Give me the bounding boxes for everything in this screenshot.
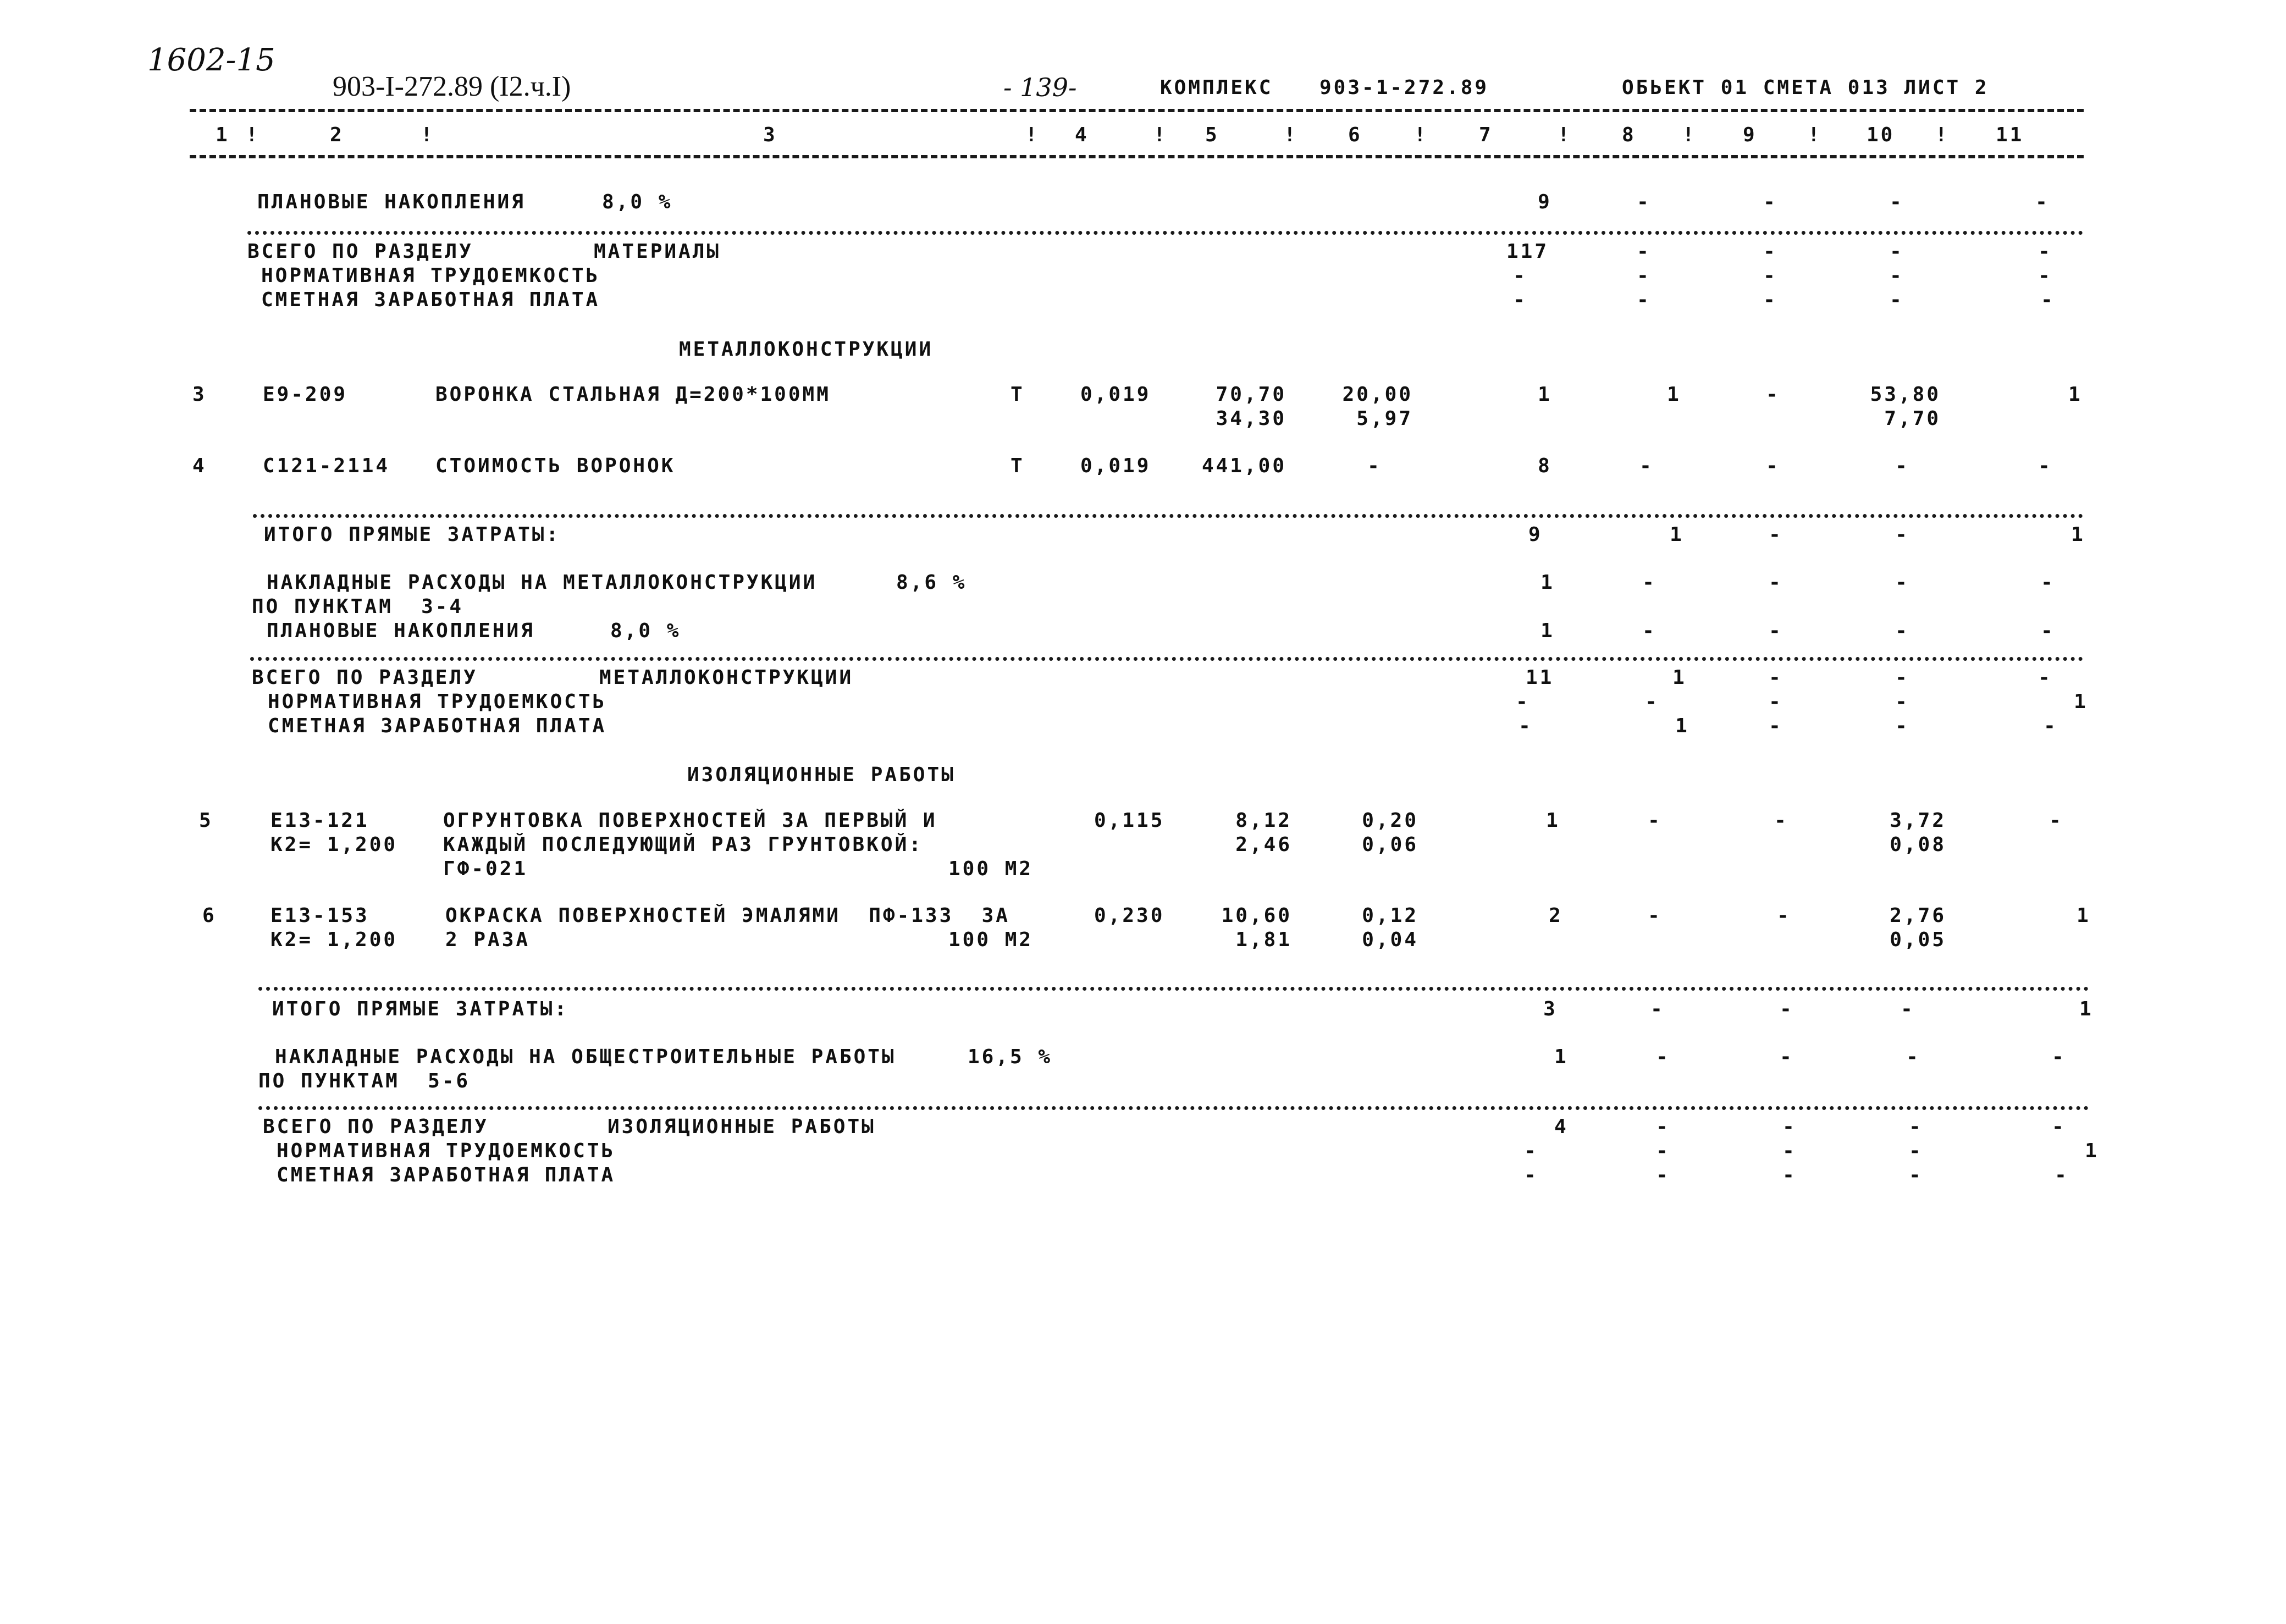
value-c11: -: [2038, 264, 2052, 287]
item-c5-total: 70,70: [1216, 383, 1286, 406]
item-unit: Т: [1011, 383, 1025, 406]
value-c9: -: [1782, 1164, 1797, 1186]
value-c8: 1: [1675, 715, 1689, 737]
item-number: 5: [199, 809, 213, 832]
item-coefficient: К2= 1,200: [270, 929, 398, 951]
value-c8: -: [1645, 691, 1659, 713]
value-c9: -: [1763, 289, 1777, 311]
value-c8: -: [1656, 1115, 1670, 1138]
item-unit: Т: [1011, 455, 1025, 477]
value-c11: -: [2052, 1115, 2066, 1138]
item-number: 6: [202, 904, 217, 927]
item-c6-total: 20,00: [1342, 383, 1413, 406]
value-c8: -: [1642, 571, 1656, 594]
section-total-label: ВСЕГО ПО РАЗДЕЛУ: [263, 1115, 489, 1138]
value-c10: -: [1890, 240, 1904, 263]
item-c6-total: 0,12: [1362, 904, 1418, 927]
value-c11: -: [2038, 666, 2052, 689]
item-c10-total: -: [1895, 455, 1909, 477]
value-c11: -: [2035, 191, 2050, 213]
value-c8: -: [1650, 998, 1665, 1020]
col-separator: !: [246, 124, 260, 146]
item-c6-total: 0,20: [1362, 809, 1418, 832]
dotted-rule: [253, 514, 2084, 518]
col-number: 9: [1743, 124, 1757, 146]
dotted-rule: [250, 657, 2084, 661]
value-c7: -: [1524, 1164, 1538, 1186]
value-c9: -: [1774, 809, 1788, 832]
value-c11: -: [2041, 620, 2055, 642]
value-c9: -: [1777, 904, 1791, 927]
estimated-wage-label: СМЕТНАЯ ЗАРАБОТНАЯ ПЛАТА: [277, 1164, 616, 1186]
estimated-wage-label: СМЕТНАЯ ЗАРАБОТНАЯ ПЛАТА: [261, 289, 600, 311]
col-number: 7: [1479, 124, 1493, 146]
item-coefficient: К2= 1,200: [270, 833, 398, 856]
handwritten-sheet-number: 1602-15: [147, 42, 275, 78]
value-c7: -: [1524, 1140, 1538, 1162]
value-c9: -: [1763, 191, 1777, 213]
col-number: 1: [216, 124, 230, 146]
col-separator: !: [1682, 124, 1697, 146]
value-c7: 1: [1540, 571, 1555, 594]
section-total-name: МАТЕРИАЛЫ: [594, 240, 721, 263]
item-c10-total: 53,80: [1870, 383, 1941, 406]
section-title: ИЗОЛЯЦИОННЫЕ РАБОТЫ: [687, 764, 956, 786]
value-c7: 9: [1528, 523, 1543, 546]
item-quantity: 0,019: [1080, 455, 1151, 477]
value-c11: 1: [2077, 904, 2091, 927]
item-unit: 100 М2: [948, 929, 1034, 951]
item-quantity: 0,019: [1080, 383, 1151, 406]
col-separator: !: [421, 124, 435, 146]
value-c9: -: [1769, 691, 1783, 713]
value-c8: -: [1656, 1140, 1670, 1162]
col-separator: !: [1558, 124, 1572, 146]
item-c10-wage: 0,05: [1890, 929, 1946, 951]
item-name: ОГРУНТОВКА ПОВЕРХНОСТЕЙ ЗА ПЕРВЫЙ И: [443, 809, 937, 832]
item-code: Е9-209: [263, 383, 348, 406]
value-c11: 1: [2085, 1140, 2099, 1162]
value-c9: -: [1780, 998, 1794, 1020]
item-name: СТОИМОСТЬ ВОРОНОК: [435, 455, 676, 477]
planned-savings-label: ПЛАНОВЫЕ НАКОПЛЕНИЯ: [267, 620, 535, 642]
value-c7: -: [1519, 715, 1533, 737]
value-c7: -: [1513, 264, 1527, 287]
overhead-items-ref: ПО ПУНКТАМ 3-4: [252, 595, 464, 618]
labor-intensity-label: НОРМАТИВНАЯ ТРУДОЕМКОСТЬ: [277, 1140, 616, 1162]
item-c5-total: 441,00: [1201, 455, 1286, 477]
value-c10: -: [1909, 1140, 1923, 1162]
value-c10: -: [1895, 666, 1909, 689]
value-c7: 4: [1554, 1115, 1569, 1138]
value-c7: 8: [1538, 455, 1552, 477]
value-c9: -: [1769, 523, 1783, 546]
overhead-items-ref: ПО ПУНКТАМ 5-6: [258, 1070, 471, 1092]
value-c8: -: [1656, 1046, 1670, 1068]
value-c9: -: [1769, 666, 1783, 689]
value-c11: -: [2044, 715, 2058, 737]
value-c7: 9: [1538, 191, 1552, 213]
value-c10: -: [1890, 289, 1904, 311]
col-separator: !: [1808, 124, 1822, 146]
item-c5-wage: 2,46: [1235, 833, 1292, 856]
labor-intensity-label: НОРМАТИВНАЯ ТРУДОЕМКОСТЬ: [261, 264, 600, 287]
value-c10: -: [1890, 264, 1904, 287]
value-c10: -: [1895, 691, 1909, 713]
item-name: ВОРОНКА СТАЛЬНАЯ Д=200*100ММ: [435, 383, 831, 406]
item-name-cont: КАЖДЫЙ ПОСЛЕДУЮЩИЙ РАЗ ГРУНТОВКОЙ:: [443, 833, 923, 856]
col-separator: !: [1025, 124, 1040, 146]
value-c11: -: [2052, 1046, 2066, 1068]
item-quantity: 0,115: [1094, 809, 1165, 832]
labor-intensity-label: НОРМАТИВНАЯ ТРУДОЕМКОСТЬ: [268, 691, 607, 713]
value-c11: 1: [2074, 691, 2088, 713]
item-number: 3: [192, 383, 207, 406]
col-number: 10: [1867, 124, 1895, 146]
item-code: Е13-121: [270, 809, 369, 832]
value-c8: 1: [1667, 383, 1681, 406]
item-c6-wage: 0,06: [1362, 833, 1418, 856]
planned-savings-pct: 8,0 %: [602, 191, 673, 213]
planned-savings-label: ПЛАНОВЫЕ НАКОПЛЕНИЯ: [257, 191, 526, 213]
direct-costs-label: ИТОГО ПРЯМЫЕ ЗАТРАТЫ:: [264, 523, 561, 546]
value-c10: -: [1895, 571, 1909, 594]
item-c6-total: -: [1367, 455, 1382, 477]
direct-costs-label: ИТОГО ПРЯМЫЕ ЗАТРАТЫ:: [272, 998, 569, 1020]
value-c9: -: [1769, 620, 1783, 642]
item-c10-total: 2,76: [1890, 904, 1946, 927]
value-c7: -: [1513, 289, 1527, 311]
value-c7: 1: [1554, 1046, 1569, 1068]
value-c9: -: [1782, 1140, 1797, 1162]
dotted-rule: [258, 987, 2089, 991]
value-c9: -: [1769, 715, 1783, 737]
value-c8: -: [1637, 240, 1651, 263]
value-c11: -: [2041, 571, 2055, 594]
value-c11: -: [2038, 455, 2052, 477]
col-separator: !: [1284, 124, 1298, 146]
object-info: ОБЬЕКТ 01 СМЕТА 013 ЛИСТ 2: [1622, 76, 1989, 99]
value-c9: -: [1780, 1046, 1794, 1068]
value-c10: -: [1909, 1115, 1923, 1138]
item-c5-total: 8,12: [1235, 809, 1292, 832]
value-c8: -: [1656, 1164, 1670, 1186]
complex-label: КОМПЛЕКС: [1160, 76, 1273, 99]
value-c11: -: [2041, 289, 2055, 311]
value-c7: 2: [1549, 904, 1563, 927]
col-number: 5: [1205, 124, 1219, 146]
value-c10: -: [1909, 1164, 1923, 1186]
col-number: 6: [1348, 124, 1362, 146]
section-total-label: ВСЕГО ПО РАЗДЕЛУ: [252, 666, 478, 689]
item-c10-total: 3,72: [1890, 809, 1946, 832]
document-code: 903-I-272.89 (I2.ч.I): [333, 71, 571, 102]
col-number: 11: [1996, 124, 2024, 146]
value-c8: -: [1639, 455, 1654, 477]
item-c5-wage: 1,81: [1235, 929, 1292, 951]
value-c11: -: [2055, 1164, 2069, 1186]
value-c8: -: [1637, 264, 1651, 287]
planned-savings-pct: 8,0 %: [610, 620, 681, 642]
value-c8: 1: [1670, 523, 1684, 546]
section-title: МЕТАЛЛОКОНСТРУКЦИИ: [679, 338, 934, 361]
section-total-name: МЕТАЛЛОКОНСТРУКЦИИ: [599, 666, 854, 689]
header-rule-bottom: [190, 155, 2084, 158]
value-c11: 1: [2079, 998, 2094, 1020]
header-rule-top: [190, 109, 2084, 112]
item-c6-wage: 5,97: [1356, 407, 1413, 430]
value-c7: 1: [1538, 383, 1552, 406]
value-c7: 1: [1546, 809, 1560, 832]
value-c9: -: [1763, 264, 1777, 287]
col-number: 2: [330, 124, 344, 146]
overhead-label: НАКЛАДНЫЕ РАСХОДЫ НА МЕТАЛЛОКОНСТРУКЦИИ: [267, 571, 818, 594]
item-unit: 100 М2: [948, 858, 1034, 880]
estimated-wage-label: СМЕТНАЯ ЗАРАБОТНАЯ ПЛАТА: [268, 715, 607, 737]
value-c9: -: [1769, 571, 1783, 594]
value-c7: -: [1516, 691, 1530, 713]
value-c11: 1: [2071, 523, 2085, 546]
value-c11: 1: [2068, 383, 2083, 406]
complex-code: 903-1-272.89: [1319, 76, 1489, 99]
value-c11: -: [2049, 809, 2063, 832]
item-c5-wage: 34,30: [1216, 407, 1286, 430]
col-number: 3: [763, 124, 777, 146]
value-c8: 1: [1672, 666, 1687, 689]
item-name: ОКРАСКА ПОВЕРХНОСТЕЙ ЭМАЛЯМИ ПФ-133 ЗА: [445, 904, 1010, 927]
item-c6-wage: 0,04: [1362, 929, 1418, 951]
section-total-label: ВСЕГО ПО РАЗДЕЛУ: [247, 240, 473, 263]
col-separator: !: [1935, 124, 1950, 146]
value-c9: -: [1782, 1115, 1797, 1138]
value-c8: -: [1637, 289, 1651, 311]
value-c9: -: [1766, 383, 1780, 406]
section-total-name: ИЗОЛЯЦИОННЫЕ РАБОТЫ: [608, 1115, 876, 1138]
item-code: Е13-153: [270, 904, 369, 927]
item-c10-wage: 0,08: [1890, 833, 1946, 856]
value-c10: -: [1895, 715, 1909, 737]
value-c9: -: [1763, 240, 1777, 263]
col-number: 8: [1622, 124, 1636, 146]
value-c7: 117: [1506, 240, 1549, 263]
overhead-pct: 16,5 %: [968, 1046, 1053, 1068]
page-number: - 139-: [1003, 73, 1077, 102]
value-c11: -: [2038, 240, 2052, 263]
item-number: 4: [192, 455, 207, 477]
value-c8: -: [1637, 191, 1651, 213]
value-c8: -: [1648, 809, 1662, 832]
col-separator: !: [1414, 124, 1428, 146]
value-c10: -: [1890, 191, 1904, 213]
value-c7: 3: [1543, 998, 1558, 1020]
value-c8: -: [1642, 620, 1656, 642]
value-c7: 11: [1526, 666, 1554, 689]
value-c7: 1: [1540, 620, 1555, 642]
dotted-rule: [258, 1106, 2089, 1110]
item-c10-wage: 7,70: [1884, 407, 1941, 430]
item-name-cont: ГФ-021: [443, 858, 528, 880]
value-c10: -: [1906, 1046, 1920, 1068]
col-separator: !: [1153, 124, 1168, 146]
value-c10: -: [1901, 998, 1915, 1020]
item-quantity: 0,230: [1094, 904, 1165, 927]
item-c5-total: 10,60: [1221, 904, 1292, 927]
dotted-rule: [247, 231, 2084, 235]
value-c8: -: [1648, 904, 1662, 927]
col-number: 4: [1075, 124, 1089, 146]
item-name-cont: 2 РАЗА: [445, 929, 531, 951]
overhead-label: НАКЛАДНЫЕ РАСХОДЫ НА ОБЩЕСТРОИТЕЛЬНЫЕ РАБОТЫ: [275, 1046, 896, 1068]
value-c9: -: [1766, 455, 1780, 477]
value-c10: -: [1895, 523, 1909, 546]
item-code: С121-2114: [263, 455, 390, 477]
overhead-pct: 8,6 %: [896, 571, 967, 594]
value-c10: -: [1895, 620, 1909, 642]
